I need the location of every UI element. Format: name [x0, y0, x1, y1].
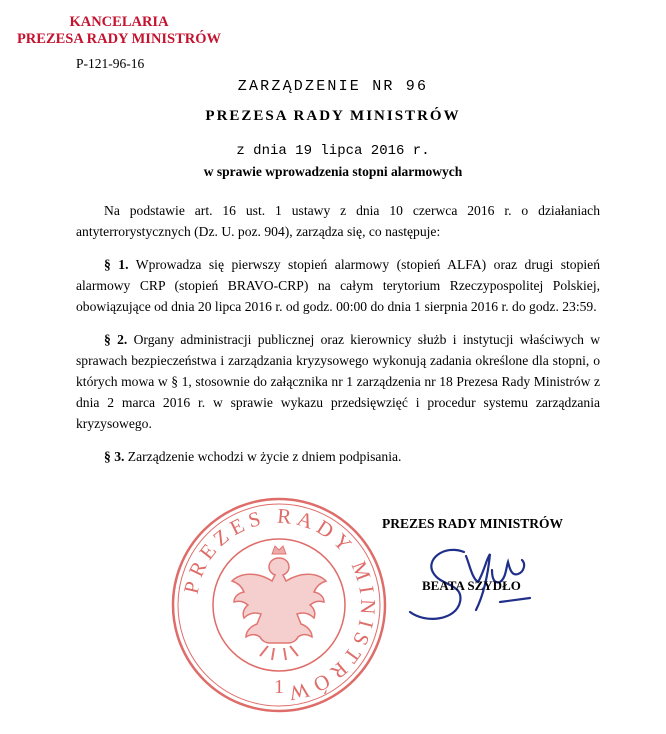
- signatory-title: PREZES RADY MINISTRÓW: [382, 516, 564, 531]
- official-seal: [170, 496, 388, 714]
- eagle-emblem-icon: [232, 546, 326, 660]
- document-body: [76, 200, 600, 479]
- document-subject: w sprawie wprowadzenia stopni alarmowych: [203, 164, 463, 179]
- office-line-1: KANCELARIA: [69, 14, 169, 30]
- section-3: [76, 446, 600, 467]
- section-2-marker: § 2.: [104, 332, 128, 347]
- section-3-text: Zarządzenie wchodzi w życie z dniem podpisania.: [127, 449, 402, 464]
- reference-number: P-121-96-16: [76, 56, 145, 71]
- signatory-name: BEATA SZYDŁO: [422, 578, 521, 593]
- section-2-text: Organy administracji publicznej oraz kierownicy służb i instytucji właściwych w sprawach bezpieczeństwa i zarządzania kryzysowego wykonują zadania określone dla stopni, o których mowa w § 1, stosownie do załącznika nr 1 zarządzenia nr 18 Prezesa Rady Ministrów z dnia 2 marca 2016 r. w sprawie wykazu przedsięwzięć i procedur systemu zarządzania kryzysowego.: [76, 332, 601, 431]
- seal-number: 1: [274, 676, 284, 698]
- section-2: [76, 329, 600, 434]
- seal-ring-text: PREZES RADY MINISTRÓW: [178, 503, 381, 707]
- document-issuer: PREZESA RADY MINISTRÓW: [205, 108, 461, 124]
- office-line-2: PREZESA RADY MINISTRÓW: [16, 31, 222, 47]
- section-1: [76, 254, 600, 317]
- section-1-text: Wprowadza się pierwszy stopień alarmowy (stopień ALFA) oraz drugi stopień alarmowy CRP (stopień BRAVO-CRP) na całym terytorium Rzeczypospolitej Polskiej, obowiązujące od dnia 20 lipca 2016 r. od godz. 00:00 do dnia 1 sierpnia 2016 r. do godz. 23:59.: [76, 257, 600, 314]
- preamble: Na podstawie art. 16 ust. 1 ustawy z dnia 10 czerwca 2016 r. o działaniach antyterrorystycznych (Dz. U. poz. 904), zarządza się, co następuje:: [76, 203, 600, 239]
- section-1-marker: § 1.: [104, 257, 129, 272]
- document-date: z dnia 19 lipca 2016 r.: [236, 143, 430, 159]
- office-header: [16, 14, 222, 48]
- section-3-marker: § 3.: [104, 449, 125, 464]
- document-title: ZARZĄDZENIE NR 96: [237, 78, 429, 95]
